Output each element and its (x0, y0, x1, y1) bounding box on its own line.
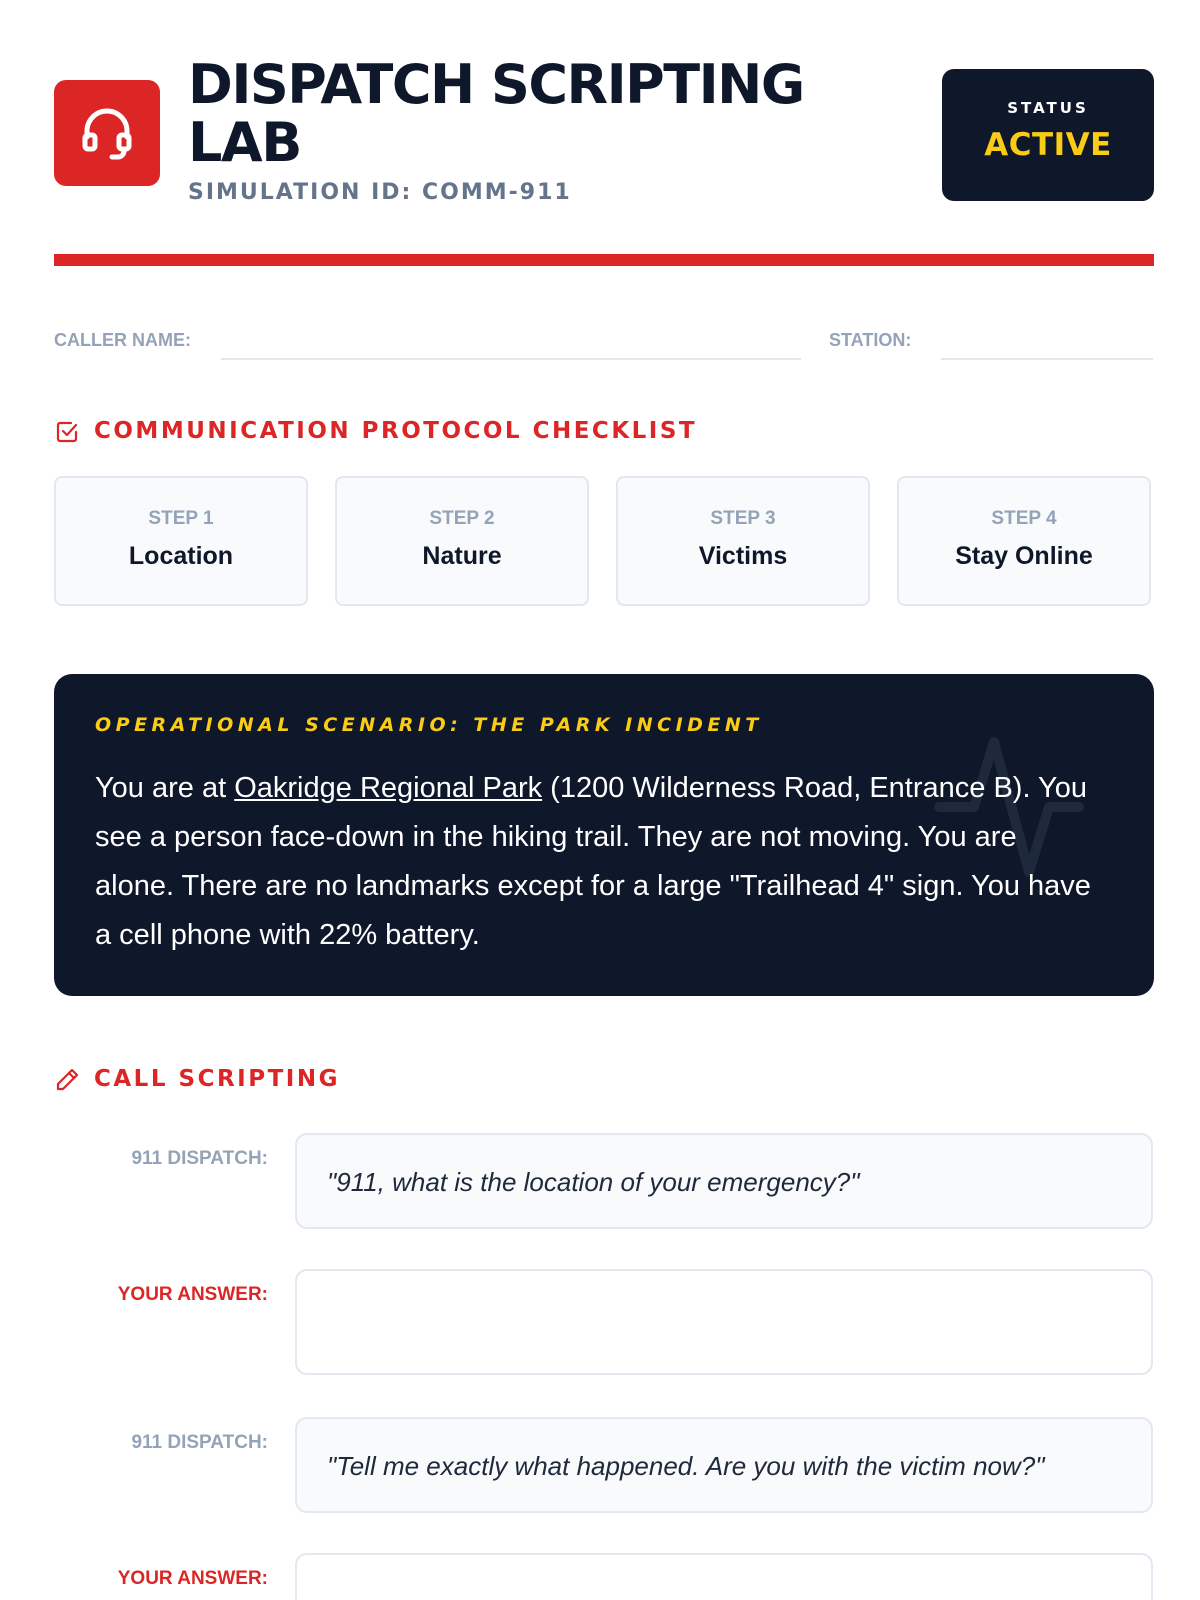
scenario-text-body: (1200 Wilderness Road, Entrance B). You see a person face-down in the hiking trail. They are not moving. You are alone. There are no landmarks except for a large "Trailhead 4" sign. You have a cell phone with 22% battery. (95, 772, 1091, 951)
dispatch-prompt: "Tell me exactly what happened. Are you with the victim now?" (295, 1417, 1153, 1513)
station-field[interactable] (941, 358, 1153, 360)
step-card-victims[interactable] (616, 476, 870, 606)
step-card-location[interactable] (54, 476, 308, 606)
scenario-description (95, 764, 1095, 960)
answer-label: YOUR ANSWER: (117, 1284, 268, 1305)
step-number: STEP 4 (991, 508, 1057, 529)
status-value: ACTIVE (984, 127, 1112, 163)
logo (54, 80, 160, 186)
dispatch-prompt: "911, what is the location of your emergency?" (295, 1133, 1153, 1229)
header-divider (54, 254, 1154, 266)
dispatch-label: 911 DISPATCH: (131, 1432, 268, 1453)
step-number: STEP 2 (429, 508, 495, 529)
checkbox-icon (54, 419, 80, 445)
caller-name-field[interactable] (221, 358, 801, 360)
status-badge (942, 69, 1154, 201)
step-number: STEP 3 (710, 508, 776, 529)
page-title: DISPATCH SCRIPTING LAB (188, 53, 804, 174)
checklist-title: COMMUNICATION PROTOCOL CHECKLIST (94, 418, 698, 444)
headset-icon (77, 103, 137, 163)
step-name: Stay Online (955, 542, 1093, 570)
scenario-title: OPERATIONAL SCENARIO: THE PARK INCIDENT (95, 714, 763, 736)
page-header (54, 53, 1154, 216)
step-name: Victims (698, 542, 788, 570)
pencil-icon (54, 1067, 80, 1093)
answer-label: YOUR ANSWER: (117, 1568, 268, 1589)
answer-input[interactable] (295, 1553, 1153, 1600)
station-label: STATION: (829, 330, 912, 350)
step-card-nature[interactable] (335, 476, 589, 606)
location-link[interactable]: Oakridge Regional Park (234, 772, 543, 804)
scenario-panel (54, 674, 1154, 996)
step-name: Nature (422, 542, 502, 570)
answer-input[interactable] (295, 1269, 1153, 1375)
scenario-text-intro: You are at (95, 772, 235, 804)
status-label: STATUS (1007, 99, 1089, 117)
step-name: Location (128, 542, 234, 570)
step-number: STEP 1 (148, 508, 214, 529)
simulation-id: SIMULATION ID: COMM-911 (188, 180, 572, 205)
caller-name-label: CALLER NAME: (54, 330, 191, 350)
call-scripting-title: CALL SCRIPTING (94, 1066, 340, 1092)
step-card-stay-online[interactable] (897, 476, 1151, 606)
dispatch-label: 911 DISPATCH: (131, 1148, 268, 1169)
